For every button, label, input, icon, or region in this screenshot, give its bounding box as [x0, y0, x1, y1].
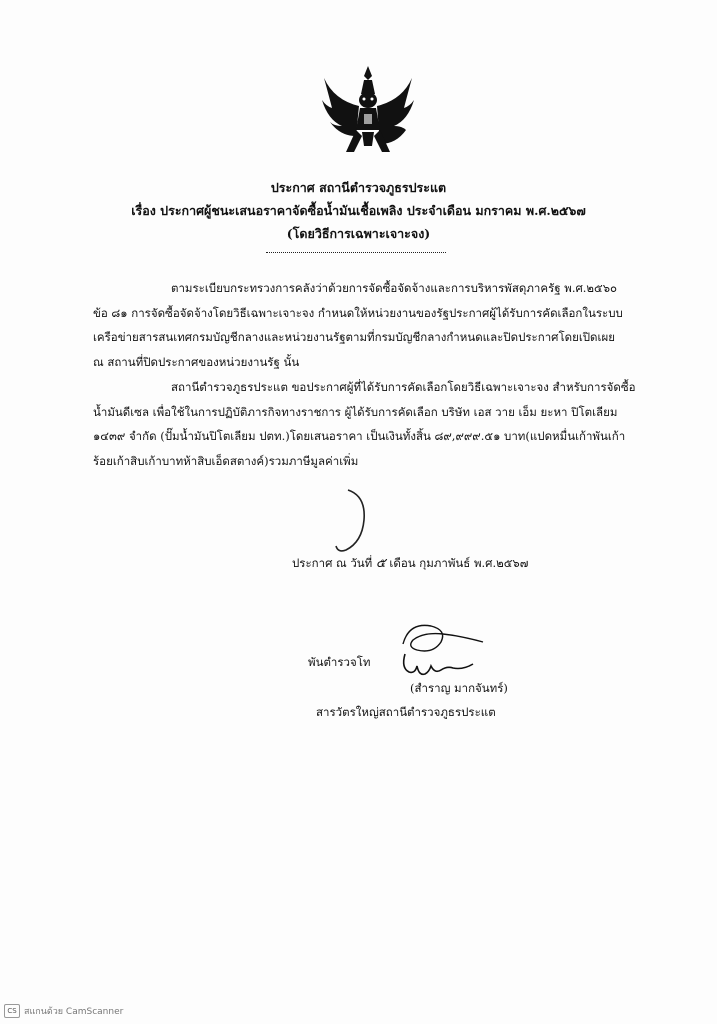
paragraph-line: ร้อยเก้าสิบเก้าบาทห้าสิบเอ็ดสตางค์)รวมภาษีมูลค่าเพิ่ม: [93, 453, 359, 468]
paragraph-regulation: [93, 276, 685, 374]
scanner-watermark: [4, 1004, 123, 1018]
paragraph-line: ณ สถานที่ปิดประกาศของหน่วยงานรัฐ นั้น: [93, 354, 300, 369]
camscanner-logo-icon: CS: [4, 1004, 20, 1018]
signatory-title: สารวัตรใหญ่สถานีตำรวจภูธรประแต: [316, 705, 496, 719]
date-suffix: เดือน กุมภาพันธ์ พ.ศ.๒๕๖๗: [389, 556, 529, 570]
announcement-subject: เรื่อง ประกาศผู้ชนะเสนอราคาจัดซื้อน้ำมันเชื้อเพลิง ประจำเดือน มกราคม พ.ศ.๒๕๖๗: [131, 203, 586, 218]
announcement-method: (โดยวิธีการเฉพาะเจาะจง): [286, 226, 431, 241]
paragraph-line: สถานีตำรวจภูธรประแต ขอประกาศผู้ที่ได้รับการคัดเลือกโดยวิธีเฉพาะเจาะจง สำหรับการจัดซื้อ: [171, 380, 636, 394]
garuda-emblem-icon: [318, 62, 418, 162]
scanner-text: สแกนด้วย CamScanner: [24, 1007, 124, 1017]
paragraph-line: ๑๔๓๙ จำกัด (ปั๊มน้ำมันปิโตเลียม ปตท.)โดยเสนอราคา เป็นเงินทั้งสิ้น ๘๙,๙๙๙.๕๑ บาท(แปดหมื่นเก้าพันเก้า: [93, 429, 626, 443]
signatory-name: (สำราญ มากจันทร์): [410, 681, 508, 695]
announcement-heading: ประกาศ สถานีตำรวจภูธรประแต: [270, 180, 447, 195]
dotted-divider: [266, 252, 446, 253]
paragraph-line: น้ำมันดีเซล เพื่อใช้ในการปฏิบัติภารกิจทางราชการ ผู้ได้รับการคัดเลือก บริษัท เอส วาย เอ็ม ยะหา ปิโตเลียม: [93, 404, 618, 419]
date-prefix: ประกาศ ณ วันที่: [292, 556, 373, 570]
paragraph-line: ตามระเบียบกระทรวงการคลังว่าด้วยการจัดซื้อจัดจ้างและการบริหารพัสดุภาครัฐ พ.ศ.๒๕๖๐: [171, 281, 618, 295]
paragraph-award: [93, 375, 685, 473]
paragraph-line: เครือข่ายสารสนเทศกรมบัญชีกลางและหน่วยงานรัฐตามที่กรมบัญชีกลางกำหนดและปิดประกาศโดยเปิดเผย: [93, 330, 615, 344]
date-day: ๕: [375, 556, 386, 571]
signature-icon: [365, 614, 495, 682]
handwritten-mark-icon: [318, 486, 378, 556]
signatory-rank: พันตำรวจโท: [308, 655, 371, 669]
announcement-date: [292, 552, 528, 573]
paragraph-line: ข้อ ๘๑ การจัดซื้อจัดจ้างโดยวิธีเฉพาะเจาะจง กำหนดให้หน่วยงานของรัฐประกาศผู้ได้รับการคัดเลือกในระบบ: [93, 305, 623, 320]
